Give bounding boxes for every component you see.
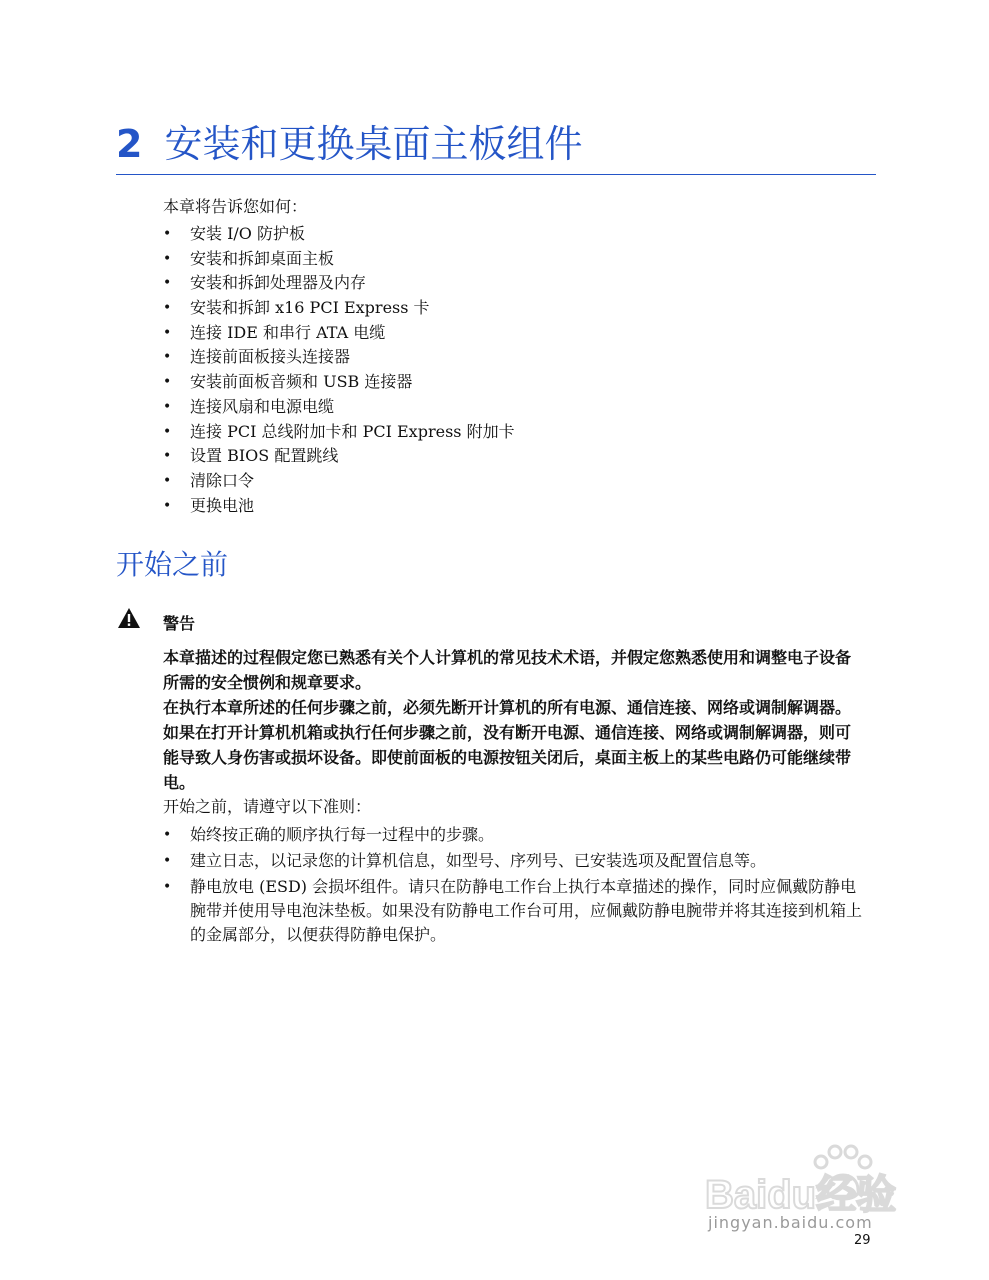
list-item: • 安装和拆卸 x16 PCI Express 卡: [163, 296, 863, 321]
list-item: • 连接 IDE 和串行 ATA 电缆: [163, 321, 863, 346]
topic-list: [163, 222, 863, 518]
bullet-icon: •: [163, 398, 172, 415]
chapter-number: 2: [116, 122, 143, 166]
list-item: • 连接 PCI 总线附加卡和 PCI Express 附加卡: [163, 420, 863, 445]
list-item: • 安装前面板音频和 USB 连接器: [163, 370, 863, 395]
list-item: • 静电放电 (ESD) 会损坏组件。请只在防静电工作台上执行本章描述的操作，同时应佩戴防静电腕带并使用导电泡沫垫板。如果没有防静电工作台可用，应佩戴防静电腕带并将其连接到机箱上的金属部分，以便获得防静电保护。: [163, 877, 863, 944]
section-heading: 开始之前: [116, 548, 229, 581]
bullet-icon: •: [163, 497, 172, 514]
page-number: 29: [854, 1233, 871, 1248]
list-item: • 始终按正确的顺序执行每一过程中的步骤。: [163, 823, 868, 847]
warning-title: 警告: [163, 614, 196, 633]
list-item: • 连接前面板接头连接器: [163, 345, 863, 370]
watermark-url: jingyan.baidu.com: [708, 1213, 873, 1232]
bullet-icon: •: [163, 448, 172, 465]
list-item: • 更换电池: [163, 494, 863, 519]
guideline-list: [163, 823, 868, 949]
bullet-icon: •: [163, 300, 172, 317]
bullet-icon: •: [163, 374, 172, 391]
list-item: • 安装和拆卸桌面主板: [163, 247, 863, 272]
bullet-icon: •: [163, 827, 172, 843]
list-item: • 安装 I/O 防护板: [163, 222, 863, 247]
chapter-title: 安装和更换桌面主板组件: [164, 122, 583, 166]
warning-paragraph: 在执行本章所述的任何步骤之前，必须先断开计算机的所有电源、通信连接、网络或调制解调器。如果在打开计算机机箱或执行任何步骤之前，没有断开电源、通信连接、网络或调制解调器，则可能导致人身伤害或损坏设备。即使前面板的电源按钮关闭后，桌面主板上的某些电路仍可能继续带电。: [163, 698, 852, 792]
intro-text: 本章将告诉您如何：: [163, 197, 308, 216]
watermark-brand: Baidu经验: [705, 1173, 897, 1217]
bullet-icon: •: [163, 472, 172, 489]
bullet-icon: •: [163, 423, 172, 440]
bullet-icon: •: [163, 250, 172, 267]
bullet-icon: •: [163, 853, 172, 869]
list-item: • 建立日志，以记录您的计算机信息，如型号、序列号、已安装选项及配置信息等。: [163, 849, 868, 873]
chapter-divider: [116, 174, 876, 175]
bullet-icon: •: [163, 879, 172, 895]
list-item: • 设置 BIOS 配置跳线: [163, 444, 863, 469]
bullet-icon: •: [163, 226, 172, 242]
chapter-heading: [116, 118, 876, 174]
warning-paragraph: 本章描述的过程假定您已熟悉有关个人计算机的常见技术术语，并假定您熟悉使用和调整电子设备所需的安全惯例和规章要求。: [163, 648, 852, 692]
warning-triangle-icon: [117, 607, 141, 629]
list-item: • 安装和拆卸处理器及内存: [163, 271, 863, 296]
list-item: • 连接风扇和电源电缆: [163, 395, 863, 420]
bullet-icon: •: [163, 275, 172, 292]
bullet-icon: •: [163, 324, 172, 341]
list-item: • 清除口令: [163, 469, 863, 494]
bullet-icon: •: [163, 349, 172, 366]
guidelines-intro: 开始之前，请遵守以下准则：: [163, 797, 372, 816]
